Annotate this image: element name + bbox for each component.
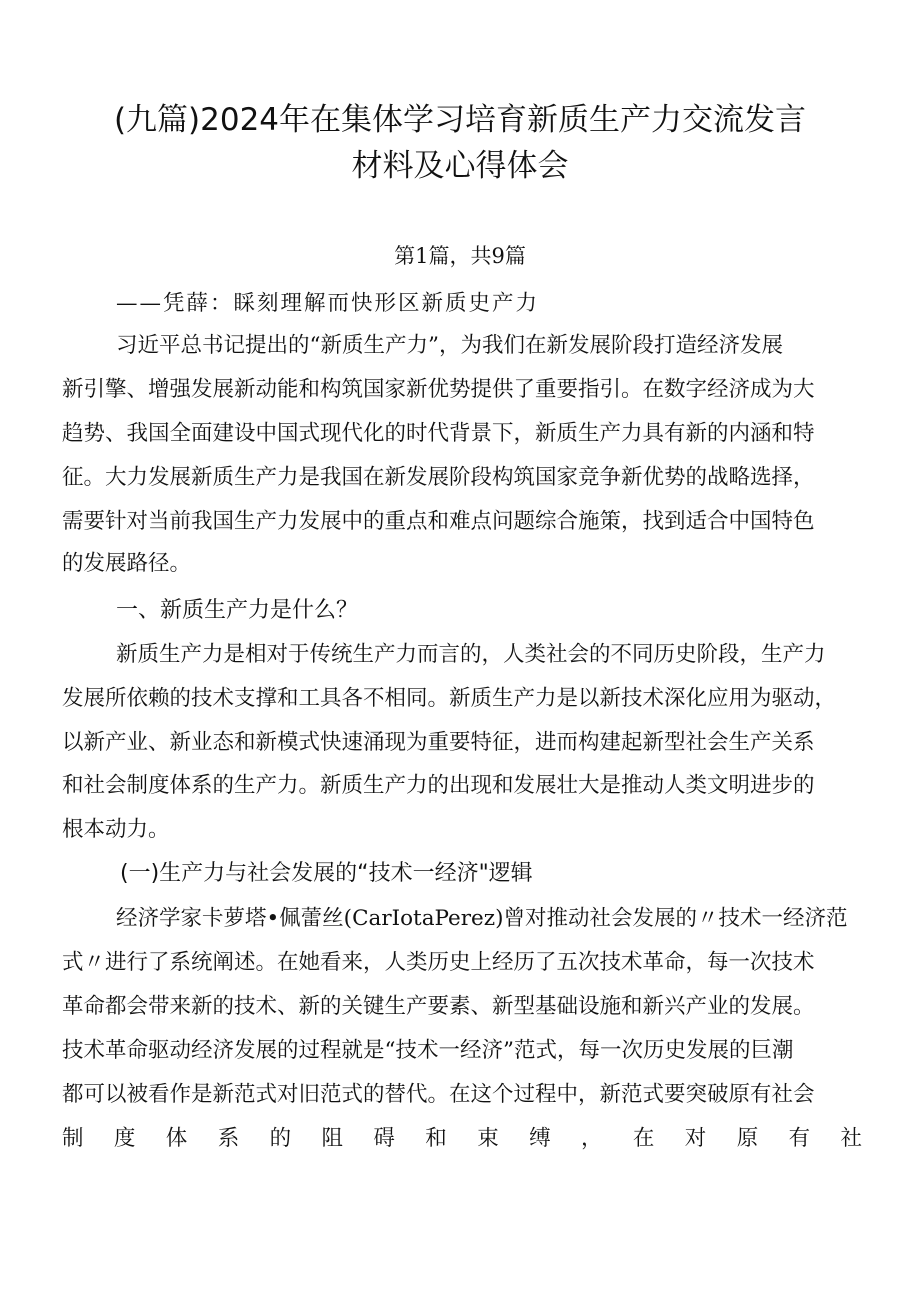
document-title-line-2: 材料及心得体会 (351, 148, 569, 184)
section-1-line-2: 发展所依赖的技术支撑和工具各不相同。新质生产力是以新技术深化应用为驱动， (62, 686, 837, 711)
section-1-line-1: 新质生产力是相对于传统生产力而言的，人类社会的不同历史阶段，生产力 (116, 642, 826, 667)
subsection-1-line-1: 经济学家卡萝塔•佩蕾丝(CarIotaPerez)曾对推动社会发展的〃技术一经济范 (116, 906, 848, 931)
intro-line-5: 需要针对当前我国生产力发展中的重点和难点问题综合施策，找到适合中国特色 (62, 509, 815, 534)
intro-line-1: 习近平总书记提出的“新质生产力”，为我们在新发展阶段打造经济发展 (116, 333, 783, 358)
intro-line-3: 趋势、我国全面建设中国式现代化的时代背景下，新质生产力具有新的内涵和特 (62, 421, 815, 446)
subsection-1-line-5: 都可以被看作是新范式对旧范式的替代。在这个过程中，新范式要突破原有社会 (62, 1082, 815, 1107)
section-1-line-3: 以新产业、新业态和新模式快速涌现为重要特征，进而构建起新型社会生产关系 (62, 730, 815, 755)
intro-line-4: 征。大力发展新质生产力是我国在新发展阶段构筑国家竞争新优势的战略选择， (62, 465, 815, 490)
section-1-heading: 一、新质生产力是什么？ (116, 598, 359, 623)
subsection-1-line-3: 革命都会带来新的技术、新的关键生产要素、新型基础设施和新兴产业的发展。 (62, 994, 815, 1019)
byline: ——凭薛：睬刻理解而快形区新质史产力 (116, 291, 540, 316)
part-label: 第1篇，共9篇 (394, 243, 526, 268)
intro-line-6: 的发展路径。 (62, 551, 192, 576)
document-title-line-1: (九篇)2024年在集体学习培育新质生产力交流发言 (113, 102, 807, 138)
section-1-line-4: 和社会制度体系的生产力。新质生产力的出现和发展壮大是推动人类文明进步的 (62, 773, 815, 798)
section-1-line-5: 根本动力。 (62, 817, 170, 842)
subsection-1-line-6: 制度体系的阻碍和束缚，在对原有社 (62, 1126, 862, 1151)
subsection-1-heading: (一)生产力与社会发展的“技术一经济"逻辑 (120, 861, 533, 886)
intro-line-2: 新引擎、增强发展新动能和构筑国家新优势提供了重要指引。在数字经济成为大 (62, 377, 815, 402)
subsection-1-line-4: 技术革命驱动经济发展的过程就是“技术一经济”范式，每一次历史发展的巨潮 (62, 1038, 794, 1063)
subsection-1-line-2: 式〃进行了系统阐述。在她看来，人类历史上经历了五次技术革命，每一次技术 (62, 950, 815, 975)
